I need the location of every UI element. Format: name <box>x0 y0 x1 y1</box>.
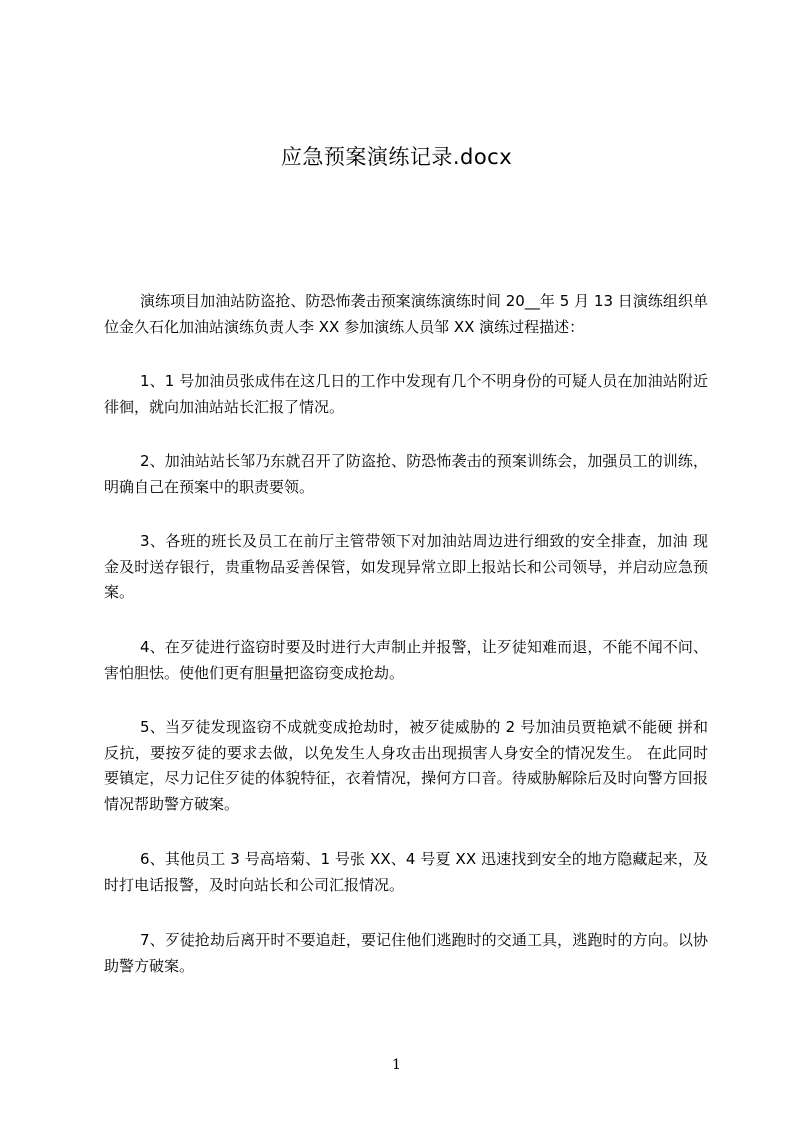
document-title: 应急预案演练记录.docx <box>280 145 513 169</box>
step-1-paragraph: 1、1 号加油员张成伟在这几日的工作中发现有几个不明身份的可疑人员在加油站附近徘徊，就向加油站站长汇报了情况。 <box>104 372 708 416</box>
step-7-paragraph: 7、歹徒抢劫后离开时不要追赶，要记住他们逃跑时的交通工具，逃跑时的方向。以协助警方破案。 <box>104 931 708 975</box>
step-4-paragraph: 4、在歹徒进行盗窃时要及时进行大声制止并报警，让歹徒知难而退，不能不闻不问、害怕胆怯。使他们更有胆量把盗窃变成抢劫。 <box>104 638 708 682</box>
page-number: 1 <box>392 1057 401 1073</box>
step-5-paragraph: 5、当歹徒发现盗窃不成就变成抢劫时，被歹徒威胁的 2 号加油员贾艳斌不能硬 拼和反抗，要按歹徒的要求去做，以免发生人身攻击出现损害人身安全的情况发生。 在此同时要镇定，尽力记住歹徒的体貌特征，衣着情况，操何方口音。待威胁解除后及时向警方回报情况帮助警方破案。 <box>104 718 708 813</box>
intro-paragraph: 演练项目加油站防盗抢、防恐怖袭击预案演练演练时间 20__年 5 月 13 日演练组织单位金久石化加油站演练负责人李 XX 参加演练人员邹 XX 演练过程描述： <box>104 292 708 336</box>
step-6-paragraph: 6、其他员工 3 号高培菊、1 号张 XX、4 号夏 XX 迅速找到安全的地方隐藏起来，及时打电话报警，及时向站长和公司汇报情况。 <box>104 850 708 894</box>
step-3-paragraph: 3、各班的班长及员工在前厅主管带领下对加油站周边进行细致的安全排查，加油 现金及时送存银行，贵重物品妥善保管，如发现异常立即上报站长和公司领导，并启动应急预案。 <box>104 532 708 601</box>
step-2-paragraph: 2、加油站站长邹乃东就召开了防盗抢、防恐怖袭击的预案训练会，加强员工的训练，明确自己在预案中的职责要领。 <box>104 452 708 496</box>
